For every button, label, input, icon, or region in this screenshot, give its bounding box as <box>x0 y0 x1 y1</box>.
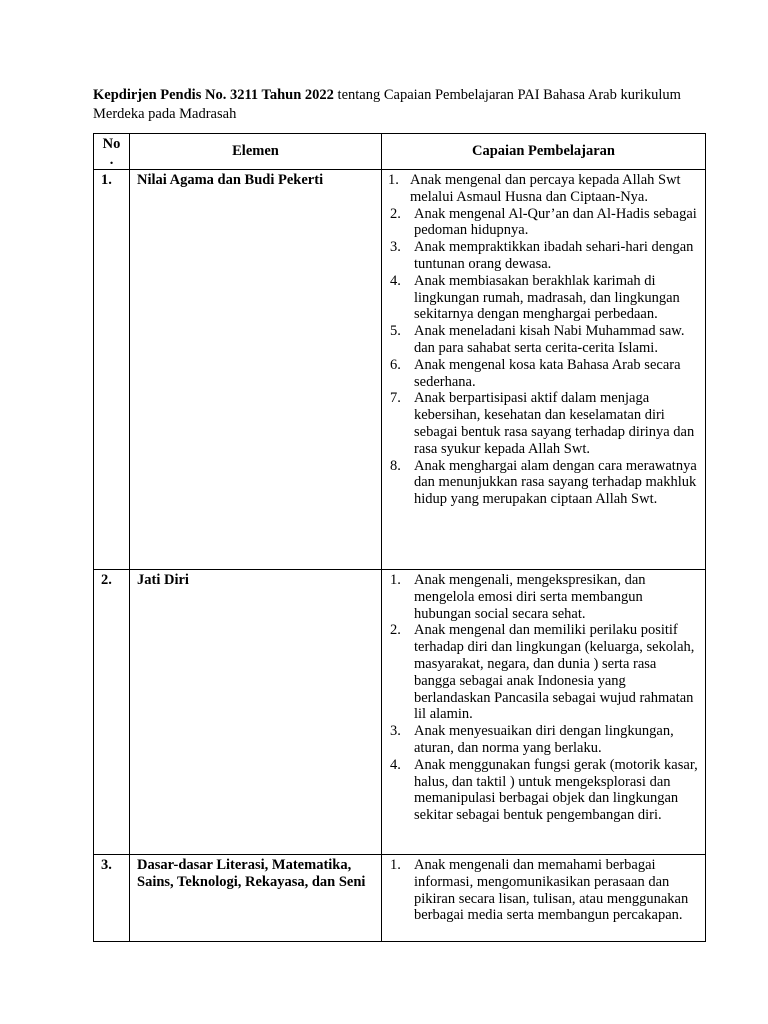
table-header-row <box>94 134 706 170</box>
row-number: 1. <box>94 170 130 570</box>
row-number: 3. <box>94 855 130 942</box>
row-number: 2. <box>94 570 130 855</box>
list-item: 5. Anak meneladani kisah Nabi Muhammad saw. dan para sahabat serta cerita-cerita Islami. <box>390 323 685 356</box>
list-item: 7. Anak berpartisipasi aktif dalam menjaga kebersihan, kesehatan dan keselamatan diri sebagai bentuk rasa sayang terhadap dirinya dan rasa syukur kepada Allah Swt. <box>390 390 695 457</box>
list-item: 4. Anak membiasakan berakhlak karimah di lingkungan rumah, madrasah, dan lingkungan sekitarnya dengan menghargai perbedaan. <box>390 272 680 323</box>
table-header <box>94 134 706 170</box>
header-no <box>94 134 130 170</box>
capaian-list <box>390 572 699 824</box>
capaian-table <box>93 133 706 942</box>
document-heading <box>93 86 693 124</box>
table-row <box>94 570 706 855</box>
header-elemen: Elemen <box>130 134 382 170</box>
list-item: 2. Anak mengenal Al-Qur’an dan Al-Hadis sebagai pedoman hidupnya. <box>390 205 697 239</box>
row-elemen: Dasar-dasar Literasi, Matematika, Sains, Teknologi, Rekayasa, dan Seni <box>130 855 382 942</box>
capaian-list <box>390 857 699 924</box>
row-capaian <box>382 170 706 570</box>
list-item: 1. Anak mengenali, mengekspresikan, dan mengelola emosi diri serta membangun hubungan social secara sehat. <box>390 572 646 622</box>
capaian-list <box>390 172 699 508</box>
row-elemen: Jati Diri <box>130 570 382 855</box>
row-capaian <box>382 855 706 942</box>
list-item: 3. Anak mempraktikkan ibadah sehari-hari dengan tuntunan orang dewasa. <box>390 239 694 272</box>
header-no-label: No . <box>102 136 121 168</box>
row-capaian <box>382 570 706 855</box>
list-item: 8. Anak menghargai alam dengan cara merawatnya dan menunjukkan rasa sayang terhadap makhluk hidup yang merupakan ciptaan Allah Swt. <box>390 457 697 508</box>
table-row <box>94 170 706 570</box>
list-item: 2. Anak mengenal dan memiliki perilaku positif terhadap diri dan lingkungan (keluarga, sekolah, masyarakat, negara, dan dunia ) serta rasa bangga sebagai anak Indonesia yang berlandaskan Pancasila sebagai wujud rahmatan lil alamin. <box>390 622 695 723</box>
table-body <box>94 170 706 942</box>
row-elemen: Nilai Agama dan Budi Pekerti <box>130 170 382 570</box>
list-item: 1. Anak mengenal dan percaya kepada Allah Swt melalui Asmaul Husna dan Ciptaan-Nya. <box>388 172 681 205</box>
header-capaian: Capaian Pembelajaran <box>382 134 706 170</box>
heading-description: tentang Capaian Pembelajaran PAI Bahasa Arab kurikulum Merdeka pada Madrasah <box>93 87 681 122</box>
list-item: 1. Anak mengenali dan memahami berbagai informasi, mengomunikasikan perasaan dan pikiran secara lisan, tulisan, atau menggunakan berbagai media serta membangun percakapan. <box>390 857 689 924</box>
list-item: 3. Anak menyesuaikan diri dengan lingkungan, aturan, dan norma yang berlaku. <box>390 723 674 756</box>
table-row <box>94 855 706 942</box>
list-item: 4. Anak menggunakan fungsi gerak (motorik kasar, halus, dan taktil ) untuk mengeksplorasi dan memanipulasi berbagai objek dan lingkungan sekitar sebagai bentuk pengembangan diri. <box>390 756 698 824</box>
heading-decree-title: Kepdirjen Pendis No. 3211 Tahun 2022 <box>93 87 334 103</box>
list-item: 6. Anak mengenal kosa kata Bahasa Arab secara sederhana. <box>390 356 681 390</box>
